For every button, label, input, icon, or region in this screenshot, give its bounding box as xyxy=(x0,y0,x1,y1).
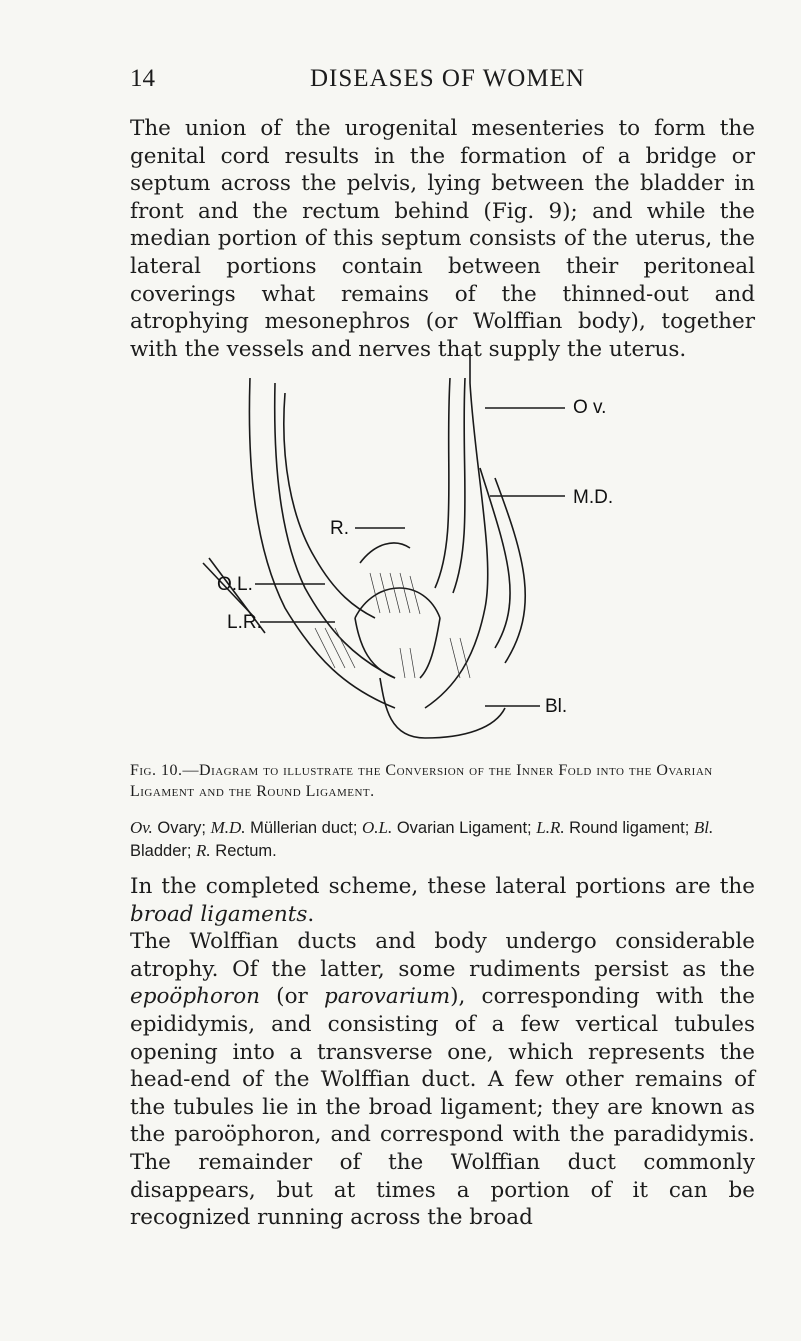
paragraph-3-text xyxy=(130,928,755,1232)
page-number: 14 xyxy=(130,65,155,92)
paragraph-2 xyxy=(130,873,755,1232)
paragraph-1-text: The union of the urogenital mesenteries to form the genital cord results in the formation of a bridge or septum across the pelvis, lying between the bladder in front and the rectum behind (Fig. 9); and while the median portion of this septum consists of the uterus, the lateral portions contain between their peritoneal coverings what remains of the thinned-out and atrophying mesonephros (or Wolffian body), together with the vessels and nerves that supply the uterus. xyxy=(130,116,755,362)
p3-em1: epoöphoron xyxy=(130,984,260,1010)
p3-em2: parovarium xyxy=(323,984,451,1010)
legend-abbr-lr: L.R. xyxy=(536,818,565,837)
right-outer-wall xyxy=(425,383,488,708)
rectum-top xyxy=(360,543,410,563)
paragraph-2-text xyxy=(130,873,755,928)
p2-em: broad ligaments xyxy=(130,901,308,927)
p3-t1: The Wolffian ducts and body undergo considerable atrophy. Of the latter, some rudiments persist as the xyxy=(130,929,755,982)
left-outer-wall xyxy=(249,378,395,708)
running-title: DISEASES OF WOMEN xyxy=(310,65,585,92)
legend-text-lr: Round ligament; xyxy=(564,819,694,837)
uterus-left xyxy=(355,618,395,678)
caption-prefix: Fig. 10. xyxy=(130,762,183,779)
bladder-outline xyxy=(380,678,505,738)
p2-pre: In the completed scheme, these lateral portions are the xyxy=(130,874,755,899)
legend-abbr-ol: O.L. xyxy=(362,818,393,837)
right-curve-a xyxy=(480,468,510,648)
legend-abbr-md: M.D. xyxy=(210,818,246,837)
label-ov: O v. xyxy=(573,397,607,418)
center-tube-right xyxy=(453,378,465,593)
legend-text-bl: Bladder; xyxy=(130,841,197,860)
legend-text-md: Müllerian duct; xyxy=(245,819,362,837)
uterus-right xyxy=(420,618,440,678)
right-curve-b xyxy=(495,478,525,663)
label-md: M.D. xyxy=(573,487,614,508)
legend-text-ov: Ovary; xyxy=(152,819,211,837)
figure-10-diagram xyxy=(195,348,750,748)
legend-abbr-r: R. xyxy=(196,840,211,860)
caption-title: —Diagram to illustrate the Conversion of the Inner Fold into the Ovarian Ligament and the Round Ligament. xyxy=(130,762,713,800)
figure-legend xyxy=(130,817,755,862)
center-tube-left xyxy=(435,378,450,588)
label-ol: O.L. xyxy=(217,574,253,595)
legend-abbr-ov: Ov. xyxy=(130,818,153,837)
label-r: R. xyxy=(330,518,349,539)
paragraph-1 xyxy=(130,115,755,363)
label-bl: Bl. xyxy=(545,696,568,717)
legend-text-r: Rectum. xyxy=(210,841,277,860)
figure-caption xyxy=(130,760,755,802)
running-head xyxy=(130,65,750,105)
p3-t2: (or xyxy=(260,984,324,1010)
legend-abbr-bl: Bl. xyxy=(693,818,714,837)
pelvis-diagram xyxy=(195,348,750,748)
label-lr: L.R. xyxy=(227,612,262,633)
p3-t3: ), corresponding with the epididymis, and consisting of a few vertical tubules opening into a transverse one, which represents the head-end of the Wolffian duct. A few other remains of the tubules lie in the broad ligament; they are known as the paroöphoron, and correspond with the paradidymis. The remainder of the Wolffian duct commonly disappears, but at times a portion of it can be recognized running across the broad xyxy=(130,984,755,1231)
p2-post: . xyxy=(307,901,315,927)
legend-text-ol: Ovarian Ligament; xyxy=(392,819,537,837)
